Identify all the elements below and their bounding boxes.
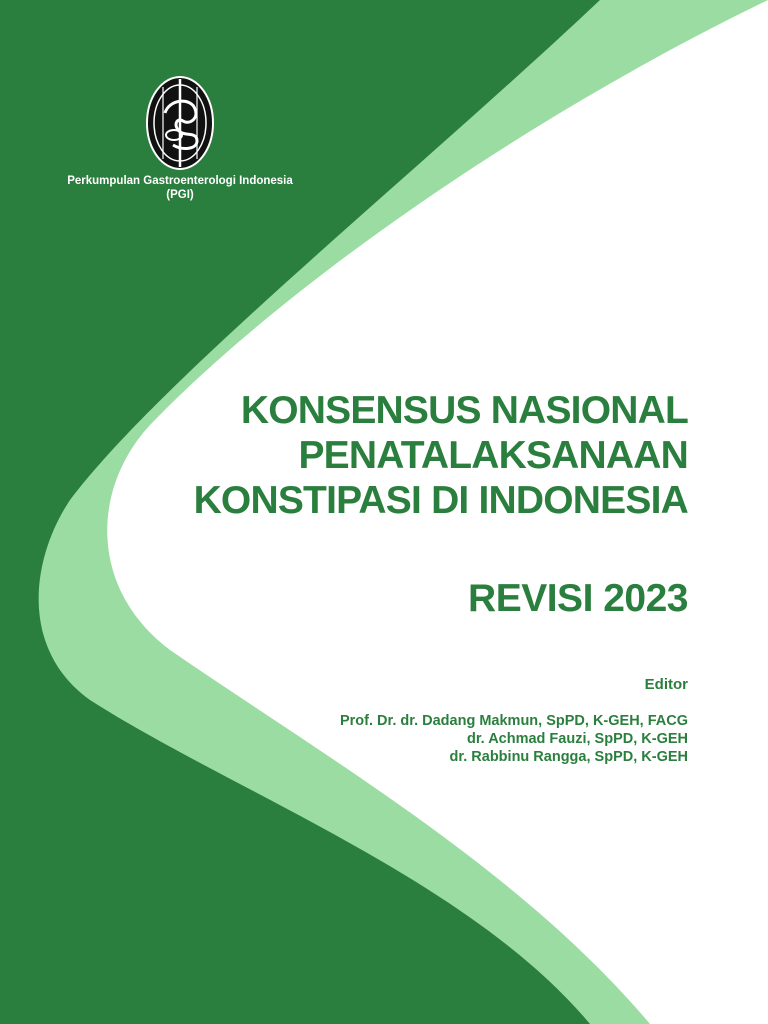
title-line-3: KONSTIPASI DI INDONESIA bbox=[193, 479, 688, 522]
organization-name bbox=[40, 174, 320, 202]
editor-name: dr. Achmad Fauzi, SpPD, K-GEH bbox=[466, 731, 688, 747]
title-line-1: KONSENSUS NASIONAL bbox=[240, 389, 688, 432]
organization-abbreviation: (PGI) bbox=[166, 189, 194, 201]
organization-full-name: Perkumpulan Gastroenterologi Indonesia bbox=[67, 175, 293, 187]
editor-list bbox=[340, 712, 688, 766]
document-title bbox=[48, 388, 688, 523]
editor-name: dr. Rabbinu Rangga, SpPD, K-GEH bbox=[449, 749, 688, 765]
editor-name: Prof. Dr. dr. Dadang Makmun, SpPD, K-GEH, FACG bbox=[339, 713, 688, 729]
editor-heading: Editor bbox=[644, 676, 688, 693]
title-line-2: PENATALAKSANAAN bbox=[298, 434, 688, 477]
revision-label: REVISI 2023 bbox=[468, 577, 688, 620]
pgi-emblem-icon bbox=[145, 75, 215, 175]
